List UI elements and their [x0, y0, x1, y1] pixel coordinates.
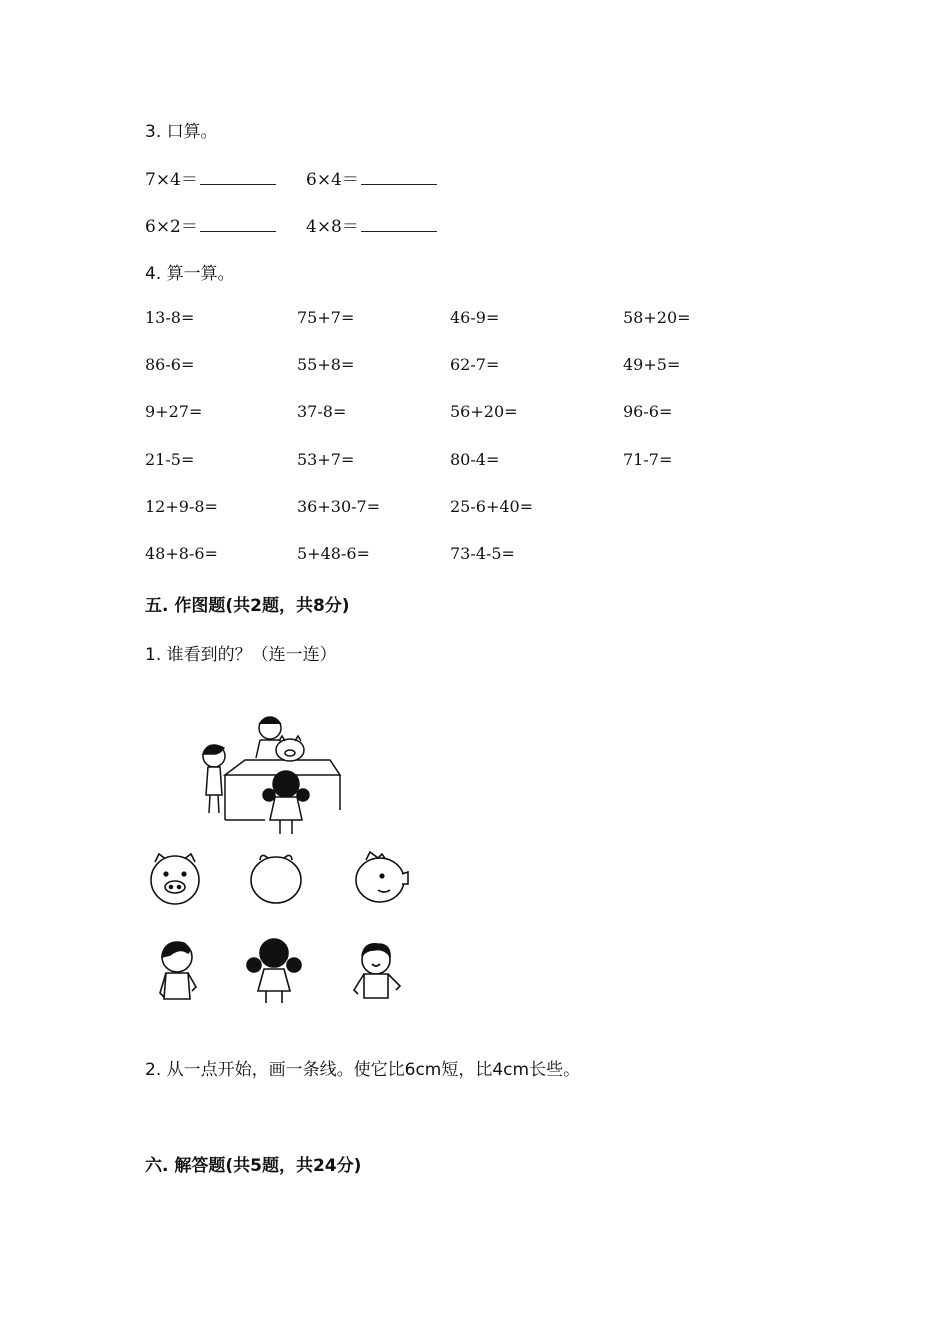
calc-item: 9+27=: [145, 402, 203, 421]
calc-item: 62-7=: [450, 355, 500, 374]
pig-back-view: [246, 850, 306, 906]
calc-item: 49+5=: [623, 355, 681, 374]
calc-item: 58+20=: [623, 308, 691, 327]
pig-side-view: [352, 850, 412, 906]
question-3-title: 3. 口算。: [145, 122, 218, 142]
section-5-question-1-title: 1. 谁看到的？（连一连）: [145, 645, 337, 665]
calc-item: 71-7=: [623, 450, 673, 469]
answer-blank[interactable]: [200, 170, 276, 185]
oral-item: 6×2＝: [145, 212, 276, 237]
answer-blank[interactable]: [361, 217, 437, 232]
oral-item: 7×4＝: [145, 165, 276, 190]
scene-illustration: [190, 710, 350, 840]
section-5-question-2-title: 2. 从一点开始，画一条线。使它比6cm短，比4cm长些。: [145, 1060, 581, 1080]
question-4-title: 4. 算一算。: [145, 264, 235, 284]
calc-item: 75+7=: [297, 308, 355, 327]
answer-blank[interactable]: [361, 170, 437, 185]
calc-item: 86-6=: [145, 355, 195, 374]
calc-item: 46-9=: [450, 308, 500, 327]
calc-item: 25-6+40=: [450, 497, 534, 516]
calc-item: 12+9-8=: [145, 497, 218, 516]
calc-item: 73-4-5=: [450, 544, 515, 563]
calc-item: 37-8=: [297, 402, 347, 421]
oral-item: 6×4＝: [306, 165, 437, 190]
calc-item: 55+8=: [297, 355, 355, 374]
boy-front-child: [350, 940, 406, 1002]
oral-item: 4×8＝: [306, 212, 437, 237]
girl-back-child: [244, 935, 304, 1005]
calc-item: 13-8=: [145, 308, 195, 327]
boy-left-child: [150, 935, 210, 1005]
pig-front-view: [145, 850, 205, 906]
section-5-title: 五. 作图题(共2题，共8分): [145, 596, 350, 616]
section-6-title: 六. 解答题(共5题，共24分): [145, 1156, 362, 1176]
calc-item: 48+8-6=: [145, 544, 218, 563]
calc-item: 21-5=: [145, 450, 195, 469]
calc-item: 56+20=: [450, 402, 518, 421]
calc-item: 36+30-7=: [297, 497, 381, 516]
calc-item: 96-6=: [623, 402, 673, 421]
calc-item: 53+7=: [297, 450, 355, 469]
calc-item: 80-4=: [450, 450, 500, 469]
calc-item: 5+48-6=: [297, 544, 370, 563]
answer-blank[interactable]: [200, 217, 276, 232]
